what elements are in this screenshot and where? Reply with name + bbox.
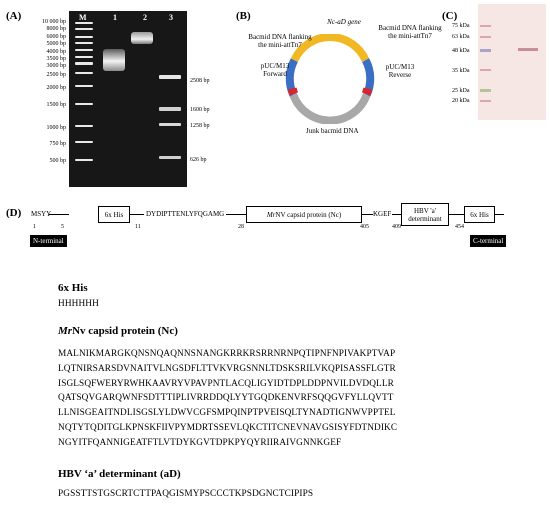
hbv-a-determinant-box: HBV 'a' determinant [401, 203, 449, 226]
connector-line [49, 214, 69, 215]
panel-a-label: (A) [6, 10, 22, 22]
nc-sequence-line: MALNIKMARGKQNSNQAQNNSNANGKRRKRSRRNRNPQTIPNFNPIVAKPTVAP [58, 349, 396, 359]
marker-size-label: 4000 bp [46, 49, 66, 55]
ladder-band [75, 85, 93, 87]
linker-tev: DYDIPTTENLYFQGAMG [146, 210, 225, 218]
linker-kgef: KGEF [373, 210, 392, 218]
blot-marker-band [480, 36, 491, 38]
blot-marker-band [480, 89, 491, 92]
nc-sequence-block [58, 347, 397, 451]
lane-label-2: 2 [143, 13, 147, 22]
c-terminal-badge: C-terminal [470, 235, 506, 247]
lane-3-size-label: 626 bp [190, 157, 207, 163]
blot-marker-band [480, 100, 491, 102]
ladder-band [75, 159, 93, 161]
ladder-band [75, 56, 93, 58]
residue-position: 28 [238, 224, 244, 230]
forward-primer-site [292, 89, 294, 95]
ladder-band [75, 42, 93, 44]
blot-sample-band [518, 48, 538, 51]
lane-3-band [159, 107, 181, 111]
residue-position: 1 [33, 224, 36, 230]
panel-b-label: (B) [236, 10, 251, 22]
residue-position: 405 [360, 224, 369, 230]
panel-c-label: (C) [442, 10, 458, 22]
blot-marker-label: 35 kDa [452, 68, 470, 74]
nc-capsid-suffix: NV capsid protein (Nc) [275, 210, 342, 219]
marker-size-label: 750 bp [49, 141, 66, 147]
nc-ad-gene-label: Nc-aD gene [327, 18, 361, 26]
his-tag-title: 6x His [58, 282, 88, 294]
lane-label-m: M [79, 13, 87, 22]
nc-capsid-box [246, 206, 362, 223]
blot-marker-band [480, 25, 491, 27]
nc-sequence-line: QATSQVGARQWNFSDTTTIPLIVRRDDQLYYTGQDKENVRFSQQGVFYLLQVTT [58, 393, 394, 404]
blot-marker-label: 75 kDa [452, 23, 470, 29]
junk-dna-label: Junk bacmid DNA [306, 127, 359, 135]
panel-d-label: (D) [6, 207, 22, 219]
reverse-primer-label: pUC/M13 Reverse [385, 63, 415, 79]
his-tag-sequence: HHHHHH [58, 299, 99, 309]
right-flank-label: Bacmid DNA flanking the mini-attTn7 [378, 24, 442, 40]
residue-position: 5 [61, 224, 64, 230]
lane-3-band [159, 75, 181, 79]
marker-size-label: 8000 bp [46, 26, 66, 32]
ladder-band [75, 28, 93, 30]
marker-size-label: 5000 bp [46, 41, 66, 47]
reverse-primer-site [366, 89, 368, 95]
nc-title-prefix: Mr [58, 325, 73, 337]
lane-1-band [103, 49, 125, 71]
marker-size-label: 10 000 bp [42, 19, 66, 25]
lane-3-band [159, 156, 181, 159]
ladder-band [75, 49, 93, 51]
blot-marker-label: 48 kDa [452, 48, 470, 54]
residue-position: 409 [392, 224, 401, 230]
lane-3-size-label: 2508 bp [190, 78, 210, 84]
his-tag-box-n: 6x His [98, 206, 130, 223]
his-tag-box-c: 6x His [464, 206, 495, 223]
connector-line [129, 214, 144, 215]
ad-sequence: PGSSTTSTGSCRTCTTPAQGISMYPSCCCTKPSDGNCTCIPIPS [58, 489, 314, 499]
connector-line [226, 214, 246, 215]
ladder-band [75, 141, 93, 143]
nc-sequence-title [58, 325, 178, 337]
ladder-band [75, 72, 93, 74]
marker-size-label: 2000 bp [46, 85, 66, 91]
left-flank-label: Bacmid DNA flanking the mini-attTn7 [248, 33, 312, 49]
residue-position: 11 [135, 224, 141, 230]
residue-position: 454 [455, 224, 464, 230]
marker-size-label: 2500 bp [46, 72, 66, 78]
lane-label-3: 3 [169, 13, 173, 22]
lane-label-1: 1 [113, 13, 117, 22]
marker-size-label: 3000 bp [46, 63, 66, 69]
lane-3-size-label: 1600 bp [190, 107, 210, 113]
ladder-band [75, 36, 93, 38]
ladder-band [75, 22, 93, 24]
lane-3-size-label: 1258 bp [190, 123, 210, 129]
agarose-gel-image [69, 11, 187, 187]
ladder-band [75, 103, 93, 105]
ladder-band [75, 62, 93, 65]
nc-sequence-line: LLNISGEAITNDLISGSLYLDWVCGFSMPQINPTPVEISQLTYNADTIGNWVPPTEL [58, 408, 396, 419]
lane-3-band [159, 123, 181, 126]
n-terminal-badge: N-terminal [30, 235, 67, 247]
marker-size-label: 1500 bp [46, 102, 66, 108]
marker-size-label: 500 bp [49, 158, 66, 164]
connector-line [361, 214, 373, 215]
blot-marker-band [480, 49, 491, 52]
blot-marker-label: 20 kDa [452, 98, 470, 104]
nc-sequence-line: LQTNIRSARSDVNAITVLNGSDFLTTVKVRGSNNLTDSKSRILVKQPISASSFLGTR [58, 363, 396, 374]
western-blot-image [478, 4, 546, 120]
marker-size-label: 3500 bp [46, 56, 66, 62]
blot-marker-label: 63 kDa [452, 34, 470, 40]
nc-title-suffix: Nv capsid protein (Nc) [72, 325, 178, 337]
ad-sequence-title: HBV ‘a’ determinant (aD) [58, 468, 181, 480]
nc-capsid-prefix: Mr [266, 210, 276, 219]
junk-dna-segment [293, 95, 366, 121]
connector-line [392, 214, 401, 215]
ladder-band [75, 125, 93, 127]
linker-msyy: MSYY [31, 210, 52, 218]
forward-primer-label: pUC/M13 Forward [260, 62, 290, 78]
connector-line [448, 214, 464, 215]
nc-sequence-line: NGYITFQANNIGEATFTLVTDYKGVTDPKPYQYRIIRAIVGNNKGEF [58, 437, 342, 448]
nc-sequence-line: NQTYTQDITGLKPNSKFIIVPYMDRTSSEVLQKCTITCNEVNAVGSISYFDTNDIKC [58, 422, 398, 433]
marker-size-label: 1000 bp [46, 125, 66, 131]
marker-size-label: 6000 bp [46, 34, 66, 40]
connector-line [494, 214, 504, 215]
lane-2-band [131, 32, 153, 44]
blot-marker-band [480, 69, 491, 71]
nc-sequence-line: ISGLSQFWERYRWHKAAVRYVPAVPNTLACQLIGYIDTDPLDDPNVILDVDQLLR [58, 378, 394, 389]
blot-marker-label: 25 kDa [452, 88, 470, 94]
